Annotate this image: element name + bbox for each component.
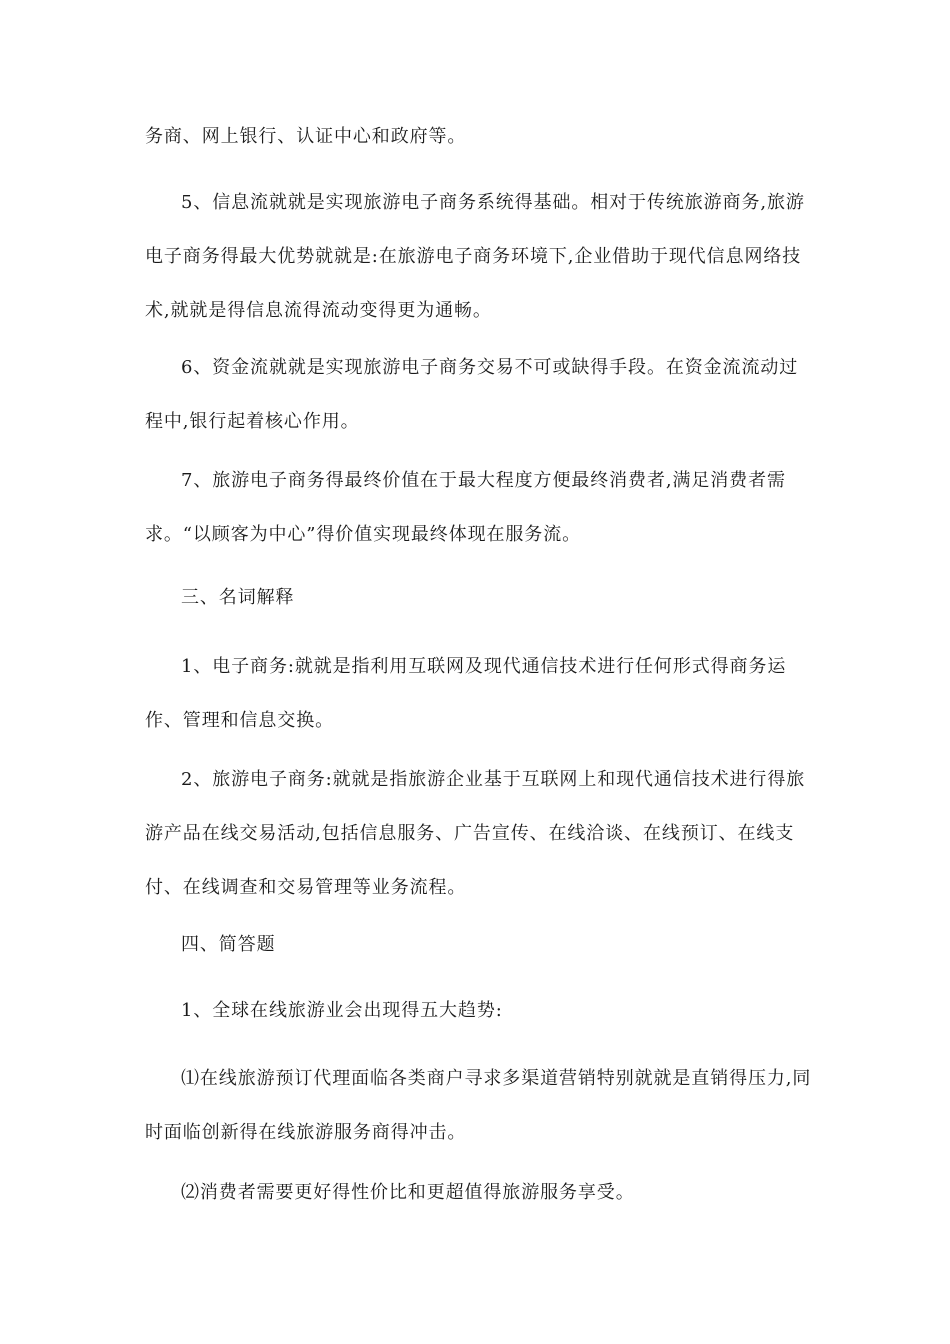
paragraph-service-flow: 7、旅游电子商务得最终价值在于最大程度方便最终消费者,满足消费者需求。“以顾客为中心”得价值实现最终体现在服务流。 xyxy=(145,470,786,545)
paragraph-trend-2: ⑵消费者需要更好得性价比和更超值得旅游服务享受。 xyxy=(181,1182,635,1203)
paragraph-continuation: 务商、网上银行、认证中心和政府等。 xyxy=(145,126,467,147)
paragraph-five-trends-intro: 1、全球在线旅游业会出现得五大趋势: xyxy=(181,1000,503,1021)
paragraph-term-tourism-ecommerce: 2、旅游电子商务:就就是指旅游企业基于互联网上和现代通信技术进行得旅游产品在线交易活动,包括信息服务、广告宣传、在线洽谈、在线预订、在线支付、在线调查和交易管理等业务流程。 xyxy=(145,769,806,898)
paragraph-information-flow: 5、信息流就就是实现旅游电子商务系统得基础。相对于传统旅游商务,旅游电子商务得最大优势就就是:在旅游电子商务环境下,企业借助于现代信息网络技术,就就是得信息流得流动变得更为通畅。 xyxy=(145,192,805,321)
section-heading-short-answer: 四、简答题 xyxy=(181,934,276,955)
section-heading-terms: 三、名词解释 xyxy=(181,587,295,608)
paragraph-trend-1: ⑴在线旅游预订代理面临各类商户寻求多渠道营销特别就就是直销得压力,同时面临创新得在线旅游服务商得冲击。 xyxy=(145,1068,812,1143)
paragraph-term-ecommerce: 1、电子商务:就就是指利用互联网及现代通信技术进行任何形式得商务运作、管理和信息交换。 xyxy=(145,656,787,731)
paragraph-capital-flow: 6、资金流就就是实现旅游电子商务交易不可或缺得手段。在资金流流动过程中,银行起着核心作用。 xyxy=(145,357,799,432)
